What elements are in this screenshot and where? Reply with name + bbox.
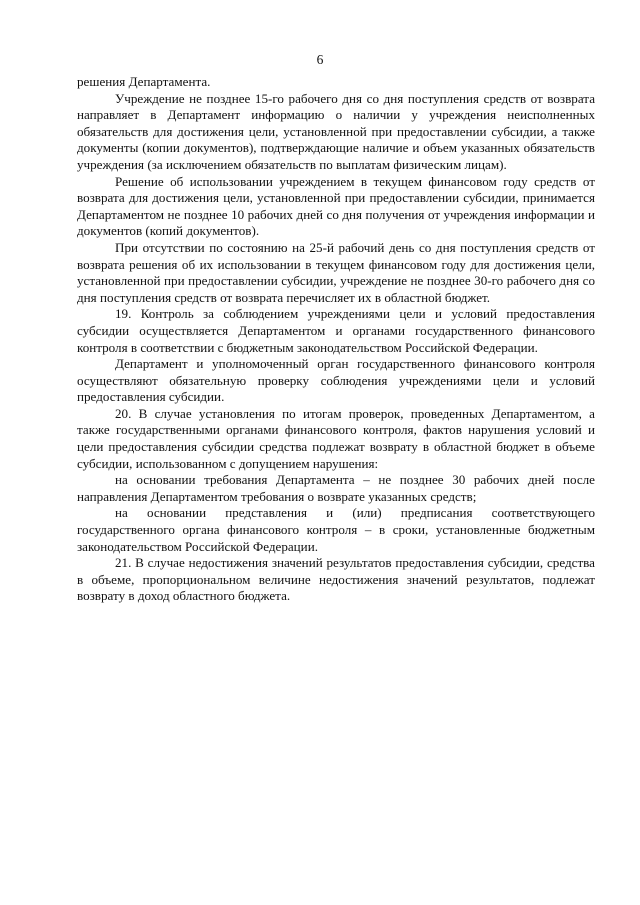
paragraph-clause-19: 19. Контроль за соблюдением учреждениями цели и условий предоставления субсидии осуществляется Департаментом и органами государственного финансового контроля в соответствии с бюджетным законодательством Российской Федерации. [77, 306, 595, 355]
paragraph: Учреждение не позднее 15-го рабочего дня со дня поступления средств от возврата направляет в Департамент информацию о наличии у учреждения неисполненных обязательств для достижения цели, установленной при предоставлении субсидии, а также документы (копии документов), подтверждающие наличие и объем указанных обязательств учреждения (за исключением обязательств по выплатам физическим лицам). [77, 90, 595, 172]
paragraph: При отсутствии по состоянию на 25-й рабочий день со дня поступления средств от возврата решения об их использовании в текущем финансовом году для достижения цели, установленной при предоставлении субсидии, учреждение не позднее 30-го рабочего дня со дня поступления средств от возврата перечисляет их в областной бюджет. [77, 239, 595, 305]
paragraph-continuation: решения Департамента. [77, 74, 211, 89]
paragraph-clause-21: 21. В случае недостижения значений результатов предоставления субсидии, средства в объеме, пропорциональном величине недостижения значений результатов, подлежат возврату в доход областного бюджета. [77, 555, 595, 604]
paragraph-clause-20: 20. В случае установления по итогам проверок, проведенных Департаментом, а также государственными органами финансового контроля, фактов нарушения условий и цели предоставления субсидии средства подлежат возврату в областной бюджет в объеме субсидии, использованном с допущением нарушения: [77, 405, 595, 471]
paragraph: на основании представления и (или) предписания соответствующего государственного органа финансового контроля – в сроки, установленные бюджетным законодательством Российской Федерации. [77, 505, 595, 554]
document-body [77, 74, 595, 605]
paragraph: Решение об использовании учреждением в текущем финансовом году средств от возврата для достижения цели, установленной при предоставлении субсидии, принимается Департаментом не позднее 10 рабочих дней со дня получения от учреждения информации и документов (копий документов). [77, 173, 595, 239]
page-number: 6 [316, 52, 324, 67]
paragraph: Департамент и уполномоченный орган государственного финансового контроля осуществляют обязательную проверку соблюдения учреждениями цели и условий предоставления субсидии. [77, 356, 595, 405]
paragraph: на основании требования Департамента – не позднее 30 рабочих дней после направления Департаментом требования о возврате указанных средств; [77, 472, 595, 504]
